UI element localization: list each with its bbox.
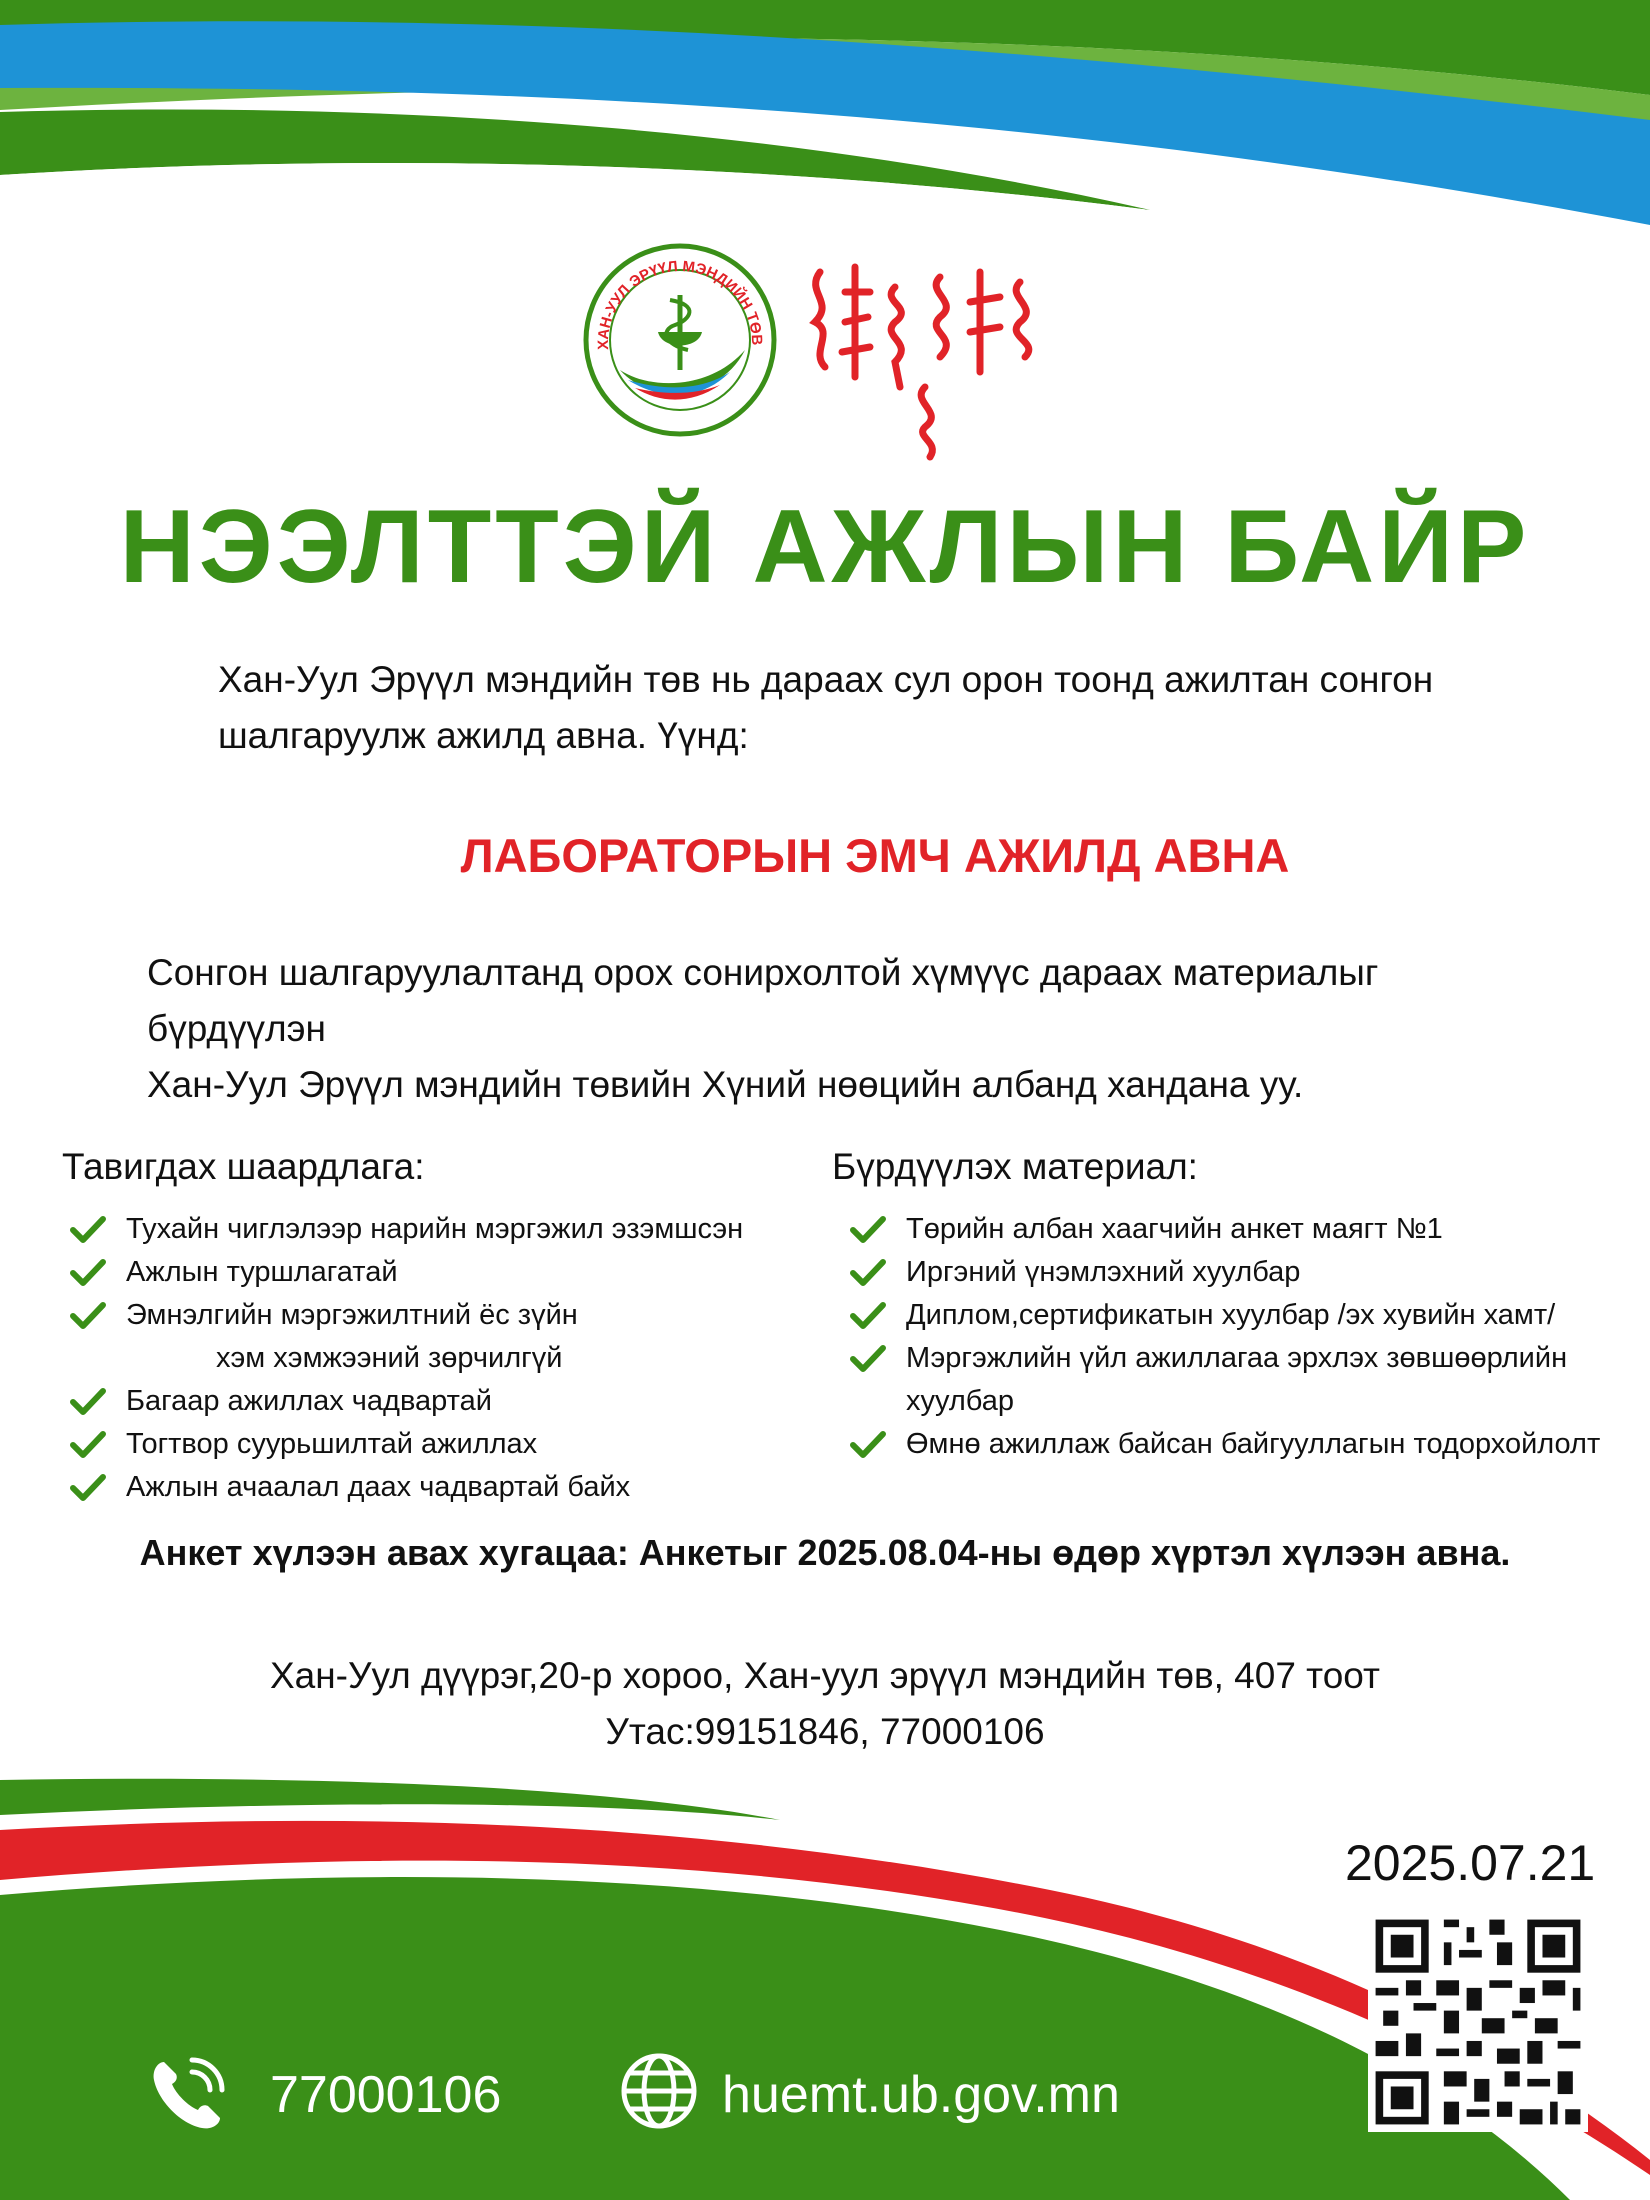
intro-line-2: шалгаруулж ажилд авна. Үүнд: [218,715,749,756]
requirement-text: Ажлын ачаалал даах чадвартай байх [126,1471,631,1503]
list-item [66,1466,766,1509]
invite-line-1: Сонгон шалгаруулалтанд орох сонирхолтой хүмүүс дараах материалыг бүрдүүлэн [147,952,1379,1049]
mongolian-script-logotype [800,262,1070,462]
phone-icon [146,2054,228,2136]
checkmark-icon [70,1257,106,1287]
footer-website-link[interactable]: huemt.ub.gov.mn [722,2066,1120,2124]
vacancy-heading: ЛАБОРАТОРЫН ЭМЧ АЖИЛД АВНА [460,829,1290,882]
logo-ring-text: ХАН-УУЛ ЭРҮҮЛ МЭНДИЙН ТӨВ [594,257,766,351]
checkmark-icon [850,1300,886,1330]
list-item [66,1251,766,1294]
intro-paragraph [218,652,1468,764]
requirements-list [66,1208,766,1509]
list-item [66,1380,766,1423]
top-wave-decoration [0,0,1650,260]
invite-paragraph [147,945,1547,1113]
material-text: Мэргэжлийн үйл ажиллагаа эрхлэх зөвшөөрлийн хуулбар [906,1342,1568,1417]
list-item [66,1294,766,1380]
list-item [846,1337,1646,1423]
material-text: Иргэний үнэмлэхний хуулбар [906,1256,1301,1288]
requirement-text-continued: хэм хэмжээний зөрчилгүй [216,1342,563,1374]
material-text: Өмнө ажиллаж байсан байгууллагын тодорхойлолт [906,1428,1601,1460]
intro-line-1: Хан-Уул Эрүүл мэндийн төв нь дараах сул орон тоонд ажилтан сонгон [218,659,1434,700]
requirement-text: Ажлын туршлагатай [126,1256,398,1288]
list-item [846,1208,1646,1251]
phone-line: Утас:99151846, 77000106 [605,1711,1045,1752]
checkmark-icon [70,1472,106,1502]
material-text: Төрийн албан хаагчийн анкет маягт №1 [906,1213,1443,1245]
invite-line-2: Хан-Уул Эрүүл мэндийн төвийн Хүний нөөцийн албанд хандана уу. [147,1064,1304,1105]
address-line: Хан-Уул дүүрэг,20-р хороо, Хан-уул эрүүл мэндийн төв, 407 тоот [269,1655,1381,1696]
requirements-heading: Тавигдах шаардлага: [62,1146,425,1187]
materials-list [846,1208,1646,1466]
requirement-text: Тухайн чиглэлээр нарийн мэргэжил эзэмшсэн [126,1213,744,1245]
requirement-text: Тогтвор суурьшилтай ажиллах [126,1428,538,1460]
requirement-text: Багаар ажиллах чадвартай [126,1385,492,1417]
publish-date: 2025.07.21 [1345,1835,1596,1891]
checkmark-icon [70,1386,106,1416]
deadline-notice: Анкет хүлээн авах хугацаа: Анкетыг 2025.08.04-ны өдөр хүртэл хүлээн авна. [139,1532,1511,1573]
checkmark-icon [850,1429,886,1459]
checkmark-icon [70,1300,106,1330]
checkmark-icon [850,1257,886,1287]
material-text: Диплом,сертификатын хуулбар /эх хувийн хамт/ [906,1299,1556,1331]
footer-phone[interactable]: 77000106 [270,2066,502,2124]
materials-heading: Бүрдүүлэх материал: [832,1146,1198,1187]
clinic-logo [580,240,780,440]
checkmark-icon [850,1343,886,1373]
requirement-text: Эмнэлгийн мэргэжилтний ёс зүйн [126,1299,578,1331]
checkmark-icon [70,1429,106,1459]
checkmark-icon [70,1214,106,1244]
list-item [846,1294,1646,1337]
list-item [846,1251,1646,1294]
list-item [846,1423,1646,1466]
globe-icon [618,2050,700,2132]
page-title: НЭЭЛТТЭЙ АЖЛЫН БАЙР [119,489,1531,605]
list-item [66,1423,766,1466]
list-item [66,1208,766,1251]
checkmark-icon [850,1214,886,1244]
qr-code[interactable] [1368,1912,1588,2132]
